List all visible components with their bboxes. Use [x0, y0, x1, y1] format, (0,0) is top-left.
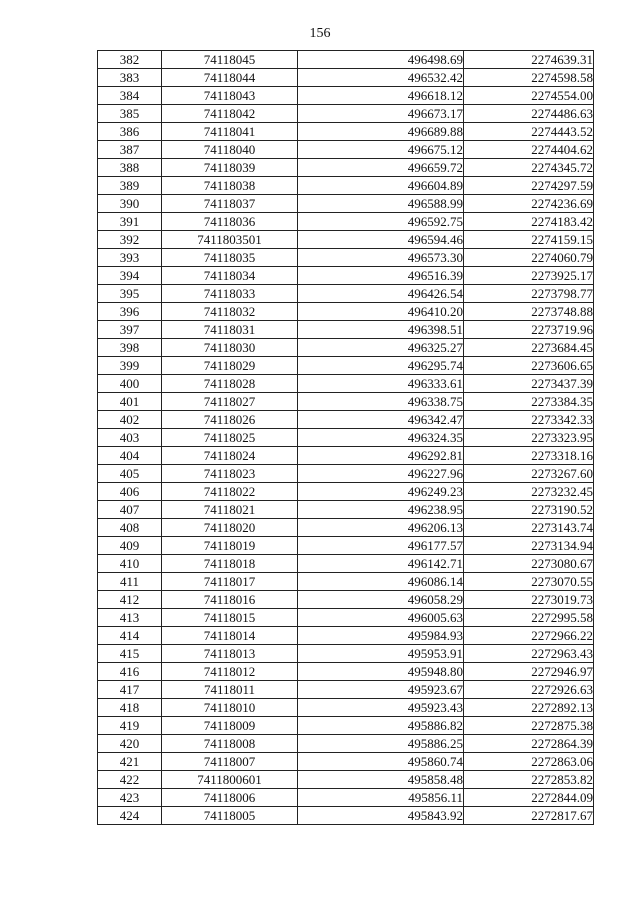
- x-coordinate-cell: 496410.20: [298, 303, 464, 321]
- y-coordinate-cell: 2272864.39: [464, 735, 594, 753]
- table-row: [98, 339, 594, 357]
- point-code-cell: 74118005: [162, 807, 298, 825]
- point-code-cell: 74118026: [162, 411, 298, 429]
- x-coordinate-cell: 496659.72: [298, 159, 464, 177]
- x-coordinate-cell: 495858.48: [298, 771, 464, 789]
- point-code-cell: 74118029: [162, 357, 298, 375]
- x-coordinate-cell: 495843.92: [298, 807, 464, 825]
- point-code-cell: 74118032: [162, 303, 298, 321]
- point-number-cell: 423: [98, 789, 162, 807]
- point-code-cell: 74118007: [162, 753, 298, 771]
- x-coordinate-cell: 496498.69: [298, 51, 464, 69]
- point-number-cell: 382: [98, 51, 162, 69]
- point-code-cell: 74118019: [162, 537, 298, 555]
- point-number-cell: 386: [98, 123, 162, 141]
- table-row: [98, 681, 594, 699]
- y-coordinate-cell: 2272875.38: [464, 717, 594, 735]
- point-code-cell: 74118022: [162, 483, 298, 501]
- x-coordinate-cell: 496249.23: [298, 483, 464, 501]
- y-coordinate-cell: 2273798.77: [464, 285, 594, 303]
- x-coordinate-cell: 496675.12: [298, 141, 464, 159]
- x-coordinate-cell: 496292.81: [298, 447, 464, 465]
- x-coordinate-cell: 496206.13: [298, 519, 464, 537]
- point-code-cell: 74118015: [162, 609, 298, 627]
- x-coordinate-cell: 495984.93: [298, 627, 464, 645]
- y-coordinate-cell: 2273134.94: [464, 537, 594, 555]
- table-row: [98, 123, 594, 141]
- x-coordinate-cell: 496142.71: [298, 555, 464, 573]
- y-coordinate-cell: 2273437.39: [464, 375, 594, 393]
- table-row: [98, 555, 594, 573]
- point-code-cell: 74118016: [162, 591, 298, 609]
- point-number-cell: 397: [98, 321, 162, 339]
- x-coordinate-cell: 496338.75: [298, 393, 464, 411]
- point-code-cell: 74118040: [162, 141, 298, 159]
- point-code-cell: 74118036: [162, 213, 298, 231]
- point-number-cell: 422: [98, 771, 162, 789]
- x-coordinate-cell: 496333.61: [298, 375, 464, 393]
- x-coordinate-cell: 495948.80: [298, 663, 464, 681]
- point-code-cell: 74118043: [162, 87, 298, 105]
- point-code-cell: 74118035: [162, 249, 298, 267]
- x-coordinate-cell: 496618.12: [298, 87, 464, 105]
- point-number-cell: 403: [98, 429, 162, 447]
- point-number-cell: 391: [98, 213, 162, 231]
- point-number-cell: 389: [98, 177, 162, 195]
- point-code-cell: 74118020: [162, 519, 298, 537]
- point-code-cell: 74118024: [162, 447, 298, 465]
- x-coordinate-cell: 495953.91: [298, 645, 464, 663]
- point-code-cell: 74118018: [162, 555, 298, 573]
- point-number-cell: 409: [98, 537, 162, 555]
- point-number-cell: 385: [98, 105, 162, 123]
- coordinates-table: [97, 50, 594, 825]
- table-row: [98, 537, 594, 555]
- table-row: [98, 141, 594, 159]
- table-row: [98, 735, 594, 753]
- table-row: [98, 69, 594, 87]
- table-row: [98, 483, 594, 501]
- y-coordinate-cell: 2273384.35: [464, 393, 594, 411]
- point-number-cell: 420: [98, 735, 162, 753]
- point-number-cell: 417: [98, 681, 162, 699]
- y-coordinate-cell: 2273019.73: [464, 591, 594, 609]
- table-row: [98, 663, 594, 681]
- table-row: [98, 267, 594, 285]
- x-coordinate-cell: 496325.27: [298, 339, 464, 357]
- y-coordinate-cell: 2274297.59: [464, 177, 594, 195]
- table-row: [98, 519, 594, 537]
- y-coordinate-cell: 2273748.88: [464, 303, 594, 321]
- y-coordinate-cell: 2274443.52: [464, 123, 594, 141]
- y-coordinate-cell: 2272844.09: [464, 789, 594, 807]
- table-row: [98, 501, 594, 519]
- x-coordinate-cell: 496532.42: [298, 69, 464, 87]
- table-row: [98, 393, 594, 411]
- y-coordinate-cell: 2273925.17: [464, 267, 594, 285]
- table-row: [98, 753, 594, 771]
- y-coordinate-cell: 2273684.45: [464, 339, 594, 357]
- x-coordinate-cell: 495923.67: [298, 681, 464, 699]
- point-number-cell: 410: [98, 555, 162, 573]
- y-coordinate-cell: 2273080.67: [464, 555, 594, 573]
- page-number: 156: [309, 26, 331, 41]
- point-code-cell: 74118021: [162, 501, 298, 519]
- coordinates-table-body: [98, 51, 594, 825]
- point-number-cell: 399: [98, 357, 162, 375]
- point-number-cell: 418: [98, 699, 162, 717]
- x-coordinate-cell: 496086.14: [298, 573, 464, 591]
- point-number-cell: 400: [98, 375, 162, 393]
- x-coordinate-cell: 496342.47: [298, 411, 464, 429]
- y-coordinate-cell: 2274554.00: [464, 87, 594, 105]
- table-row: [98, 87, 594, 105]
- table-row: [98, 789, 594, 807]
- table-row: [98, 321, 594, 339]
- x-coordinate-cell: 495886.25: [298, 735, 464, 753]
- point-code-cell: 74118041: [162, 123, 298, 141]
- x-coordinate-cell: 495860.74: [298, 753, 464, 771]
- y-coordinate-cell: 2274060.79: [464, 249, 594, 267]
- x-coordinate-cell: 496227.96: [298, 465, 464, 483]
- point-code-cell: 7411803501: [162, 231, 298, 249]
- point-number-cell: 401: [98, 393, 162, 411]
- table-row: [98, 627, 594, 645]
- point-code-cell: 74118042: [162, 105, 298, 123]
- y-coordinate-cell: 2273318.16: [464, 447, 594, 465]
- x-coordinate-cell: 496573.30: [298, 249, 464, 267]
- point-code-cell: 74118011: [162, 681, 298, 699]
- point-number-cell: 414: [98, 627, 162, 645]
- point-number-cell: 387: [98, 141, 162, 159]
- y-coordinate-cell: 2274183.42: [464, 213, 594, 231]
- point-number-cell: 408: [98, 519, 162, 537]
- table-row: [98, 447, 594, 465]
- y-coordinate-cell: 2272926.63: [464, 681, 594, 699]
- point-number-cell: 419: [98, 717, 162, 735]
- point-number-cell: 402: [98, 411, 162, 429]
- x-coordinate-cell: 496426.54: [298, 285, 464, 303]
- table-row: [98, 231, 594, 249]
- x-coordinate-cell: 496594.46: [298, 231, 464, 249]
- table-row: [98, 699, 594, 717]
- x-coordinate-cell: 496398.51: [298, 321, 464, 339]
- x-coordinate-cell: 496238.95: [298, 501, 464, 519]
- point-code-cell: 7411800601: [162, 771, 298, 789]
- point-code-cell: 74118027: [162, 393, 298, 411]
- x-coordinate-cell: 496604.89: [298, 177, 464, 195]
- point-code-cell: 74118044: [162, 69, 298, 87]
- point-code-cell: 74118013: [162, 645, 298, 663]
- y-coordinate-cell: 2272995.58: [464, 609, 594, 627]
- x-coordinate-cell: 495923.43: [298, 699, 464, 717]
- y-coordinate-cell: 2272963.43: [464, 645, 594, 663]
- y-coordinate-cell: 2272863.06: [464, 753, 594, 771]
- x-coordinate-cell: 495886.82: [298, 717, 464, 735]
- table-row: [98, 105, 594, 123]
- point-code-cell: 74118038: [162, 177, 298, 195]
- point-code-cell: 74118012: [162, 663, 298, 681]
- y-coordinate-cell: 2272817.67: [464, 807, 594, 825]
- point-number-cell: 415: [98, 645, 162, 663]
- point-number-cell: 390: [98, 195, 162, 213]
- y-coordinate-cell: 2273719.96: [464, 321, 594, 339]
- point-number-cell: 392: [98, 231, 162, 249]
- table-row: [98, 51, 594, 69]
- table-row: [98, 429, 594, 447]
- point-number-cell: 384: [98, 87, 162, 105]
- table-row: [98, 159, 594, 177]
- point-number-cell: 412: [98, 591, 162, 609]
- table-row: [98, 357, 594, 375]
- y-coordinate-cell: 2273070.55: [464, 573, 594, 591]
- y-coordinate-cell: 2273143.74: [464, 519, 594, 537]
- table-row: [98, 195, 594, 213]
- table-row: [98, 771, 594, 789]
- table-row: [98, 303, 594, 321]
- y-coordinate-cell: 2274598.58: [464, 69, 594, 87]
- y-coordinate-cell: 2274486.63: [464, 105, 594, 123]
- y-coordinate-cell: 2273342.33: [464, 411, 594, 429]
- point-code-cell: 74118009: [162, 717, 298, 735]
- y-coordinate-cell: 2273323.95: [464, 429, 594, 447]
- x-coordinate-cell: 496058.29: [298, 591, 464, 609]
- table-row: [98, 465, 594, 483]
- point-code-cell: 74118034: [162, 267, 298, 285]
- x-coordinate-cell: 496177.57: [298, 537, 464, 555]
- table-row: [98, 609, 594, 627]
- point-number-cell: 413: [98, 609, 162, 627]
- table-row: [98, 645, 594, 663]
- table-row: [98, 177, 594, 195]
- x-coordinate-cell: 496588.99: [298, 195, 464, 213]
- x-coordinate-cell: 495856.11: [298, 789, 464, 807]
- point-number-cell: 383: [98, 69, 162, 87]
- x-coordinate-cell: 496295.74: [298, 357, 464, 375]
- table-row: [98, 807, 594, 825]
- point-number-cell: 393: [98, 249, 162, 267]
- point-code-cell: 74118006: [162, 789, 298, 807]
- y-coordinate-cell: 2272853.82: [464, 771, 594, 789]
- x-coordinate-cell: 496324.35: [298, 429, 464, 447]
- y-coordinate-cell: 2274236.69: [464, 195, 594, 213]
- y-coordinate-cell: 2272966.22: [464, 627, 594, 645]
- point-number-cell: 396: [98, 303, 162, 321]
- point-number-cell: 411: [98, 573, 162, 591]
- point-code-cell: 74118017: [162, 573, 298, 591]
- y-coordinate-cell: 2274404.62: [464, 141, 594, 159]
- point-number-cell: 405: [98, 465, 162, 483]
- x-coordinate-cell: 496516.39: [298, 267, 464, 285]
- y-coordinate-cell: 2273232.45: [464, 483, 594, 501]
- point-number-cell: 398: [98, 339, 162, 357]
- table-row: [98, 249, 594, 267]
- y-coordinate-cell: 2273267.60: [464, 465, 594, 483]
- table-row: [98, 411, 594, 429]
- point-code-cell: 74118010: [162, 699, 298, 717]
- point-number-cell: 388: [98, 159, 162, 177]
- table-row: [98, 375, 594, 393]
- point-code-cell: 74118014: [162, 627, 298, 645]
- y-coordinate-cell: 2273190.52: [464, 501, 594, 519]
- y-coordinate-cell: 2274639.31: [464, 51, 594, 69]
- point-code-cell: 74118039: [162, 159, 298, 177]
- y-coordinate-cell: 2273606.65: [464, 357, 594, 375]
- table-row: [98, 573, 594, 591]
- y-coordinate-cell: 2274159.15: [464, 231, 594, 249]
- point-number-cell: 404: [98, 447, 162, 465]
- y-coordinate-cell: 2272946.97: [464, 663, 594, 681]
- point-code-cell: 74118028: [162, 375, 298, 393]
- point-code-cell: 74118037: [162, 195, 298, 213]
- point-code-cell: 74118031: [162, 321, 298, 339]
- point-number-cell: 416: [98, 663, 162, 681]
- point-code-cell: 74118045: [162, 51, 298, 69]
- point-number-cell: 421: [98, 753, 162, 771]
- table-row: [98, 285, 594, 303]
- point-code-cell: 74118008: [162, 735, 298, 753]
- point-number-cell: 395: [98, 285, 162, 303]
- x-coordinate-cell: 496592.75: [298, 213, 464, 231]
- point-code-cell: 74118033: [162, 285, 298, 303]
- point-number-cell: 406: [98, 483, 162, 501]
- point-code-cell: 74118030: [162, 339, 298, 357]
- table-row: [98, 717, 594, 735]
- table-row: [98, 213, 594, 231]
- point-number-cell: 424: [98, 807, 162, 825]
- y-coordinate-cell: 2272892.13: [464, 699, 594, 717]
- x-coordinate-cell: 496005.63: [298, 609, 464, 627]
- point-number-cell: 407: [98, 501, 162, 519]
- x-coordinate-cell: 496689.88: [298, 123, 464, 141]
- y-coordinate-cell: 2274345.72: [464, 159, 594, 177]
- table-row: [98, 591, 594, 609]
- point-number-cell: 394: [98, 267, 162, 285]
- point-code-cell: 74118025: [162, 429, 298, 447]
- x-coordinate-cell: 496673.17: [298, 105, 464, 123]
- point-code-cell: 74118023: [162, 465, 298, 483]
